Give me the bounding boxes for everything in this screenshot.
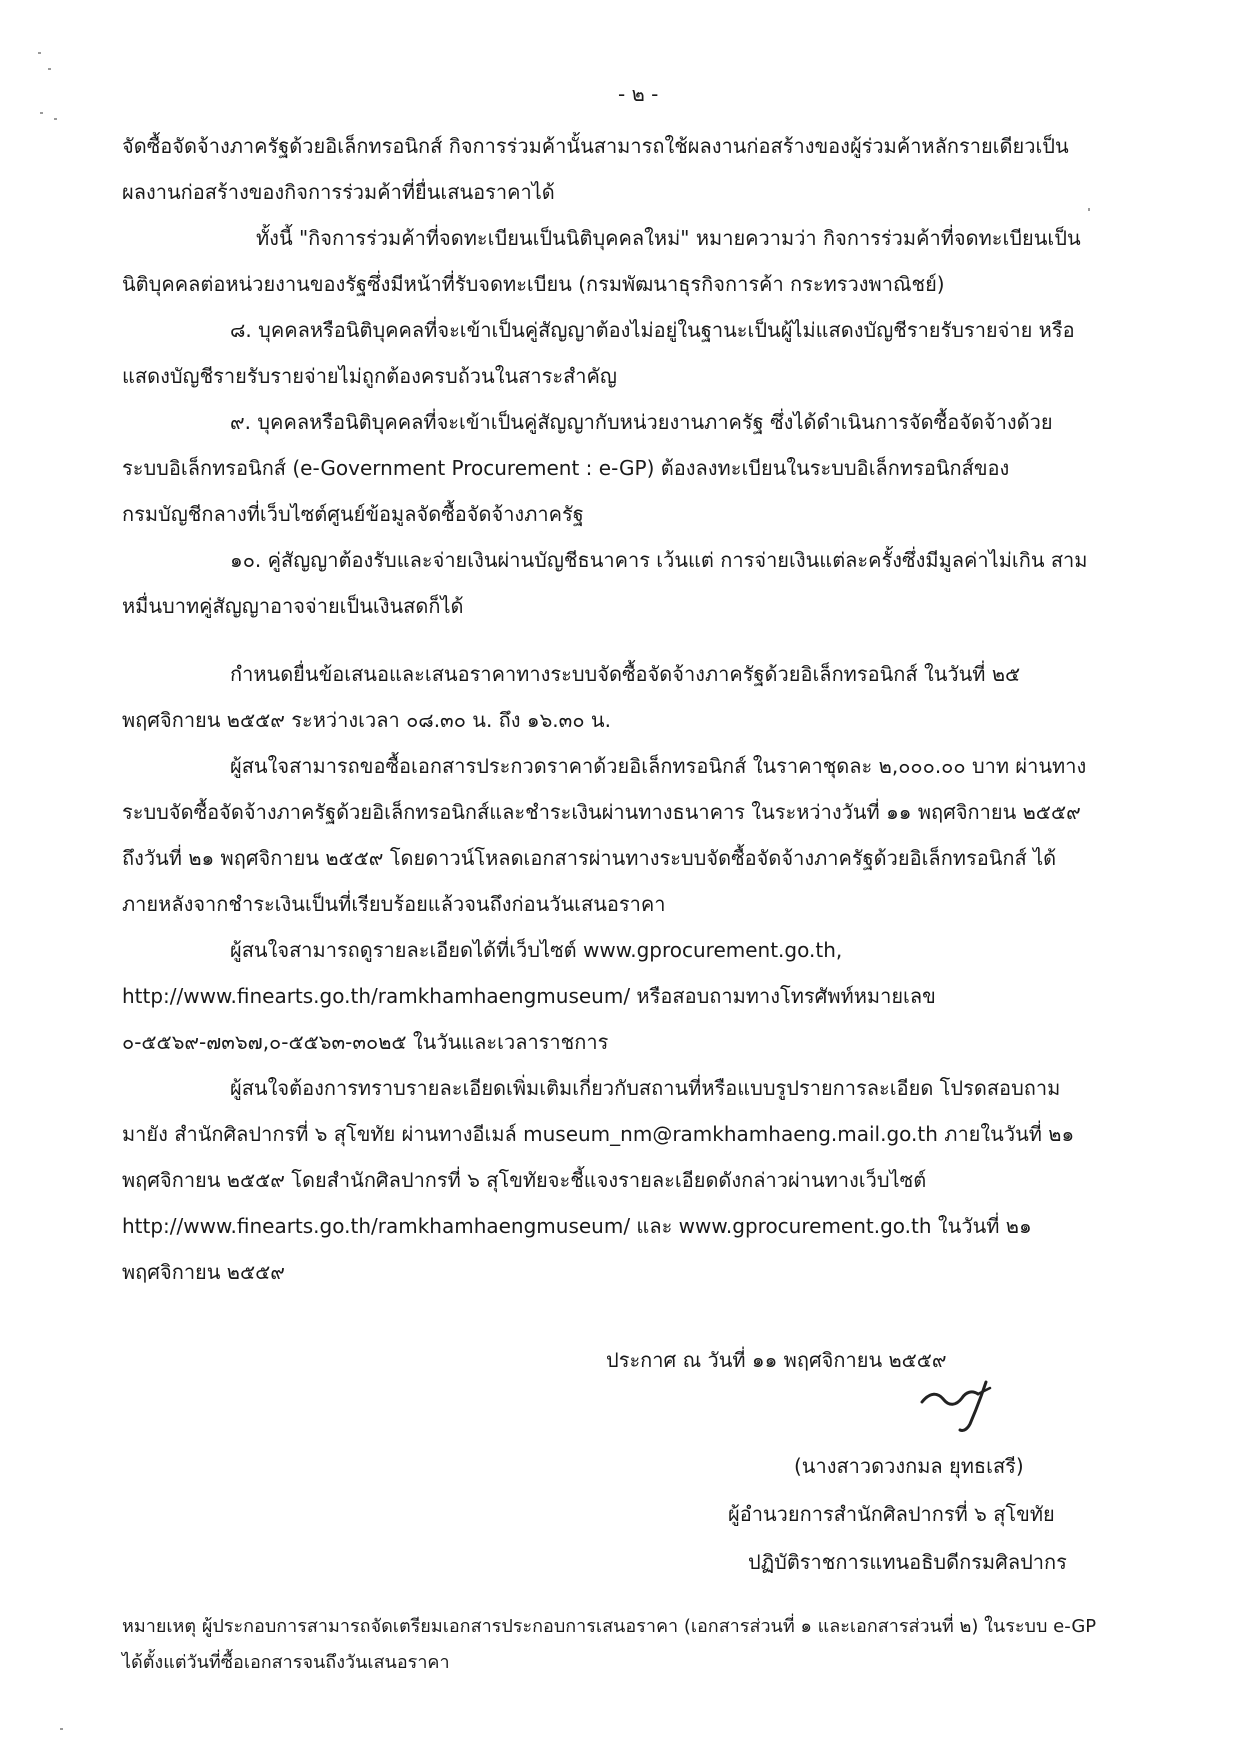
- submission-line-2: พฤศจิกายน ๒๕๕๙ ระหว่างเวลา ๐๘.๓๐ น. ถึง ๑๖.๓๐ น.: [122, 708, 611, 732]
- inquiry-line-5: พฤศจิกายน ๒๕๕๙: [122, 1260, 285, 1284]
- announcement-date: ประกาศ ณ วันที่ ๑๑ พฤศจิกายน ๒๕๕๙: [606, 1348, 947, 1372]
- purchase-line-2: ระบบจัดซื้อจัดจ้างภาครัฐด้วยอิเล็กทรอนิกส์และชำระเงินผ่านทางธนาคาร ในระหว่างวันที่ ๑๑ พฤศจิกายน ๒๕๕๙: [122, 800, 1081, 824]
- scan-speck: [60, 1728, 63, 1730]
- clause-8-line-2: แสดงบัญชีรายรับรายจ่ายไม่ถูกต้องครบถ้วนในสาระสำคัญ: [122, 364, 617, 388]
- signatory-title-2: ปฏิบัติราชการแทนอธิบดีกรมศิลปากร: [748, 1550, 1067, 1574]
- clause-9-line-2: ระบบอิเล็กทรอนิกส์ (e-Government Procurement : e-GP) ต้องลงทะเบียนในระบบอิเล็กทรอนิกส์ของ: [122, 456, 1010, 480]
- paragraph-1-line-1: จัดซื้อจัดจ้างภาครัฐด้วยอิเล็กทรอนิกส์ กิจการร่วมค้านั้นสามารถใช้ผลงานก่อสร้างของผู้ร่วมค้าหลักรายเดียวเป็น: [122, 134, 1069, 158]
- handwritten-signature: [916, 1372, 1026, 1442]
- signatory-name: (นางสาวดวงกมล ยุทธเสรี): [794, 1454, 1024, 1478]
- note-line-1: หมายเหตุ ผู้ประกอบการสามารถจัดเตรียมเอกสารประกอบการเสนอราคา (เอกสารส่วนที่ ๑ และเอกสารส่วนที่ ๒) ในระบบ e-GP: [122, 1616, 1097, 1637]
- website-line-3: ๐-๕๕๖๙-๗๓๖๗,๐-๕๕๖๓-๓๐๒๕ ในวันและเวลาราชการ: [122, 1030, 609, 1054]
- clause-10-line-2: หมื่นบาทคู่สัญญาอาจจ่ายเป็นเงินสดก็ได้: [122, 594, 464, 618]
- clause-9-line-3: กรมบัญชีกลางที่เว็บไซต์ศูนย์ข้อมูลจัดซื้อจัดจ้างภาครัฐ: [122, 502, 584, 526]
- website-line-1: ผู้สนใจสามารถดูรายละเอียดได้ที่เว็บไซต์ www.gprocurement.go.th,: [230, 938, 843, 962]
- inquiry-line-4: http://www.finearts.go.th/ramkhamhaengmuseum/ และ www.gprocurement.go.th ในวันที่ ๒๑: [122, 1214, 1032, 1238]
- clause-8-line-1: ๘. บุคคลหรือนิติบุคคลที่จะเข้าเป็นคู่สัญญาต้องไม่อยู่ในฐานะเป็นผู้ไม่แสดงบัญชีรายรับรายจ่าย หรือ: [230, 318, 1075, 342]
- paragraph-2-line-1: ทั้งนี้ "กิจการร่วมค้าที่จดทะเบียนเป็นนิติบุคคลใหม่" หมายความว่า กิจการร่วมค้าที่จดทะเบียนเป็น: [256, 226, 1081, 250]
- website-line-2: http://www.finearts.go.th/ramkhamhaengmuseum/ หรือสอบถามทางโทรศัพท์หมายเลข: [122, 984, 936, 1008]
- purchase-line-1: ผู้สนใจสามารถขอซื้อเอกสารประกวดราคาด้วยอิเล็กทรอนิกส์ ในราคาชุดละ ๒,๐๐๐.๐๐ บาท ผ่านทาง: [230, 754, 1087, 778]
- signatory-title-1: ผู้อำนวยการสำนักศิลปากรที่ ๖ สุโขทัย: [728, 1502, 1055, 1526]
- scan-speck: [48, 68, 51, 70]
- page-number: - ๒ -: [618, 82, 659, 106]
- inquiry-line-1: ผู้สนใจต้องการทราบรายละเอียดเพิ่มเติมเกี่ยวกับสถานที่หรือแบบรูปรายการละเอียด โปรดสอบถาม: [230, 1076, 1061, 1100]
- purchase-line-4: ภายหลังจากชำระเงินเป็นที่เรียบร้อยแล้วจนถึงก่อนวันเสนอราคา: [122, 892, 666, 916]
- paragraph-2-line-2: นิติบุคคลต่อหน่วยงานของรัฐซึ่งมีหน้าที่รับจดทะเบียน (กรมพัฒนาธุรกิจการค้า กระทรวงพาณิชย์): [122, 272, 945, 296]
- clause-9-line-1: ๙. บุคคลหรือนิติบุคคลที่จะเข้าเป็นคู่สัญญากับหน่วยงานภาครัฐ ซึ่งได้ดำเนินการจัดซื้อจัดจ้างด้วย: [230, 410, 1053, 434]
- submission-line-1: กำหนดยื่นข้อเสนอและเสนอราคาทางระบบจัดซื้อจัดจ้างภาครัฐด้วยอิเล็กทรอนิกส์ ในวันที่ ๒๕: [230, 662, 1021, 686]
- scan-speck: [40, 112, 43, 114]
- inquiry-line-2: มายัง สำนักศิลปากรที่ ๖ สุโขทัย ผ่านทางอีเมล์ museum_nm@ramkhamhaeng.mail.go.th ภายในวันที่ ๒๑: [122, 1122, 1075, 1146]
- inquiry-line-3: พฤศจิกายน ๒๕๕๙ โดยสำนักศิลปากรที่ ๖ สุโขทัยจะชี้แจงรายละเอียดดังกล่าวผ่านทางเว็บไซต์: [122, 1168, 927, 1192]
- purchase-line-3: ถึงวันที่ ๒๑ พฤศจิกายน ๒๕๕๙ โดยดาวน์โหลดเอกสารผ่านทางระบบจัดซื้อจัดจ้างภาครัฐด้วยอิเล็กทรอนิกส์ ได้: [122, 846, 1057, 870]
- scan-speck: [38, 52, 41, 54]
- paragraph-1-line-2: ผลงานก่อสร้างของกิจการร่วมค้าที่ยื่นเสนอราคาได้: [122, 180, 555, 204]
- note-line-2: ได้ตั้งแต่วันที่ซื้อเอกสารจนถึงวันเสนอราคา: [122, 1652, 450, 1673]
- scan-speck: [54, 118, 57, 120]
- clause-10-line-1: ๑๐. คู่สัญญาต้องรับและจ่ายเงินผ่านบัญชีธนาคาร เว้นแต่ การจ่ายเงินแต่ละครั้งซึ่งมีมูลค่าไม่เกิน สาม: [230, 548, 1088, 572]
- scan-speck: [1088, 208, 1090, 211]
